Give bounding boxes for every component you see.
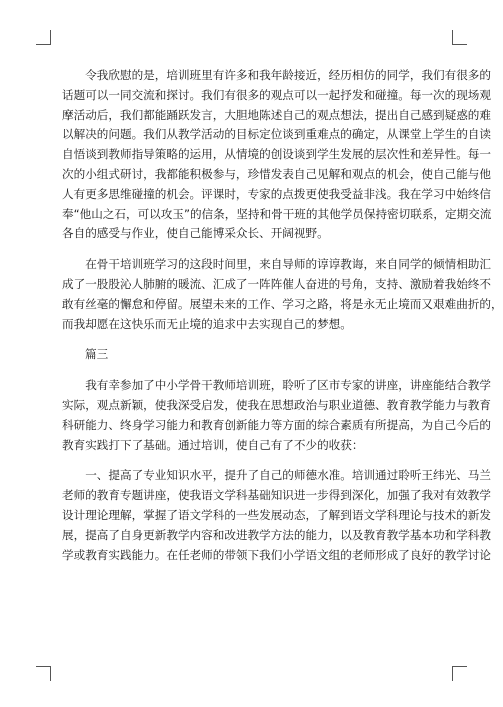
- text-line: 人有更多思维碰撞的机会。评课时，专家的点拨更使我受益非浅。我在学习中始终信: [62, 186, 491, 201]
- crop-mark-top-right: [452, 30, 467, 45]
- text-line: 教育实践打下了基础。通过培训，使自己有了不少的收获：: [62, 437, 364, 452]
- crop-mark-bottom-left: [36, 666, 51, 681]
- text-line: 各自的感受与作业，使自己能博采众长、开阔视野。: [62, 226, 329, 241]
- paragraph: [62, 255, 503, 334]
- crop-mark-bottom-right: [452, 666, 467, 681]
- document-body: [62, 66, 503, 565]
- text-line: 学或教育实践能力。在任老师的带领下我们小学语文组的老师形成了良好的教学讨论: [62, 547, 491, 562]
- text-line: 设计理论理解，掌握了语文学科的一些发展动态，了解到语文学科理论与技术的新发: [62, 507, 491, 522]
- crop-mark-top-left: [36, 30, 51, 45]
- text-line: 令我欣慰的是，培训班里有许多和我年龄接近，经历相仿的同学，我们有很多的: [62, 68, 491, 82]
- text-line: 我有幸参加了中小学骨干教师培训班，聆听了区市专家的讲座，讲座能结合教学: [62, 378, 491, 393]
- text-line: 科研能力、终身学习能力和教育创新能力等方面的综合素质有所提高，为自己今后的: [62, 417, 491, 432]
- section-title: 篇三: [85, 347, 109, 362]
- paragraph: [62, 376, 491, 455]
- text-line: 自悟谈到教师指导策略的运用，从情境的创设谈到学生发展的层次性和差异性。每一: [62, 147, 491, 162]
- text-line: 一、提高了专业知识水平，提升了自己的师德水准。培训通过聆听王纬光、马兰: [62, 468, 491, 483]
- paragraph: [62, 66, 492, 244]
- text-line: 在骨干培训班学习的这段时间里，来自导师的谆谆教诲，来自同学的倾情相助汇: [62, 257, 491, 272]
- paragraph: [62, 466, 491, 565]
- text-line: 展，提高了自身更新教学内容和改进教学方法的能力，以及教育教学基本功和学科教: [62, 527, 491, 542]
- text-line: 老师的教育专题讲座，使我语文学科基础知识进一步得到深化，加强了我对有效教学: [62, 488, 491, 503]
- text-line: 敢有丝毫的懈怠和停留。展望未来的工作、学习之路，将是永无止境而又艰难曲折的，: [62, 296, 503, 311]
- text-line: 实际，观点新颖，使我深受启发，使我在思想政治与职业道德、教育教学能力与教育: [62, 397, 491, 412]
- text-line: 成了一股股沁人肺腑的暖流、汇成了一阵阵催人奋进的号角，支持、激励着我始终不: [62, 276, 491, 291]
- text-line: 次的小组式研讨，我都能积极参与，珍惜发表自己见解和观点的机会，使自己能与他: [62, 166, 491, 181]
- text-line: 摩活动后，我们都能踊跃发言，大胆地陈述自己的观点想法，提出自己感到疑惑的难: [62, 107, 491, 122]
- text-line: 奉“他山之石，可以攻玉”的信条，坚持和骨干班的其他学员保持密切联系，定期交流: [62, 206, 492, 221]
- text-line: 以解决的问题。我们从教学活动的目标定位谈到重难点的确定，从课堂上学生的自读: [62, 127, 491, 142]
- text-line: 话题可以一同交流和探讨。我们有很多的观点可以一起抒发和碰撞。每一次的现场观: [62, 87, 491, 102]
- text-line: 而我却愿在这快乐而无止境的追求中去实现自己的梦想。: [62, 316, 352, 331]
